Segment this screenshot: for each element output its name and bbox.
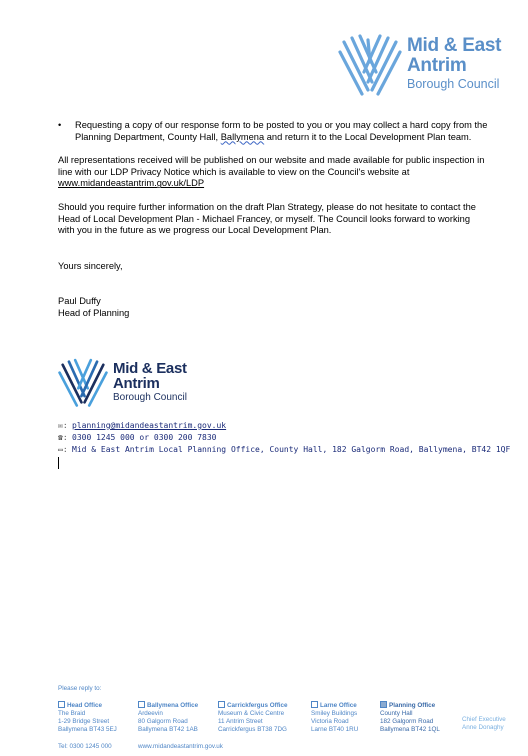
contact-details xyxy=(58,420,510,456)
office-planning xyxy=(380,701,460,734)
reply-label: Please reply to: xyxy=(58,685,102,692)
office-name: Ballymena Office xyxy=(147,702,199,709)
logo-line-3: Borough Council xyxy=(407,77,500,91)
council-logo-signature xyxy=(58,357,198,407)
paragraph-text: All representations received will be published on our website and made available for public inspection in line with our LDP Privacy Notice which is available to view on the Council's website at xyxy=(58,155,485,177)
office-line: Ballymena BT42 1AB xyxy=(138,726,198,733)
signatory-title: Head of Planning xyxy=(58,307,130,318)
office-line: The Braid xyxy=(58,710,86,717)
office-name: Head Office xyxy=(67,702,102,709)
text-cursor xyxy=(58,457,59,469)
logo-line-2: Antrim xyxy=(113,375,160,392)
email-icon: ✉: xyxy=(58,421,68,430)
council-emblem-icon xyxy=(58,357,108,407)
phone-row xyxy=(58,432,510,444)
email-row xyxy=(58,420,510,432)
logo-line-1: Mid & East xyxy=(407,35,502,56)
office-line: County Hall xyxy=(380,710,413,717)
checkbox-icon xyxy=(218,701,225,708)
office-line: Ardeevin xyxy=(138,710,163,717)
checkbox-icon xyxy=(138,701,145,708)
council-emblem-icon xyxy=(338,32,402,96)
ldp-website-link[interactable]: www.midandeastantrim.gov.uk/LDP xyxy=(58,178,205,189)
phone-icon: ☎: xyxy=(58,433,68,442)
office-line: 11 Antrim Street xyxy=(218,718,263,725)
office-line: 80 Galgorm Road xyxy=(138,718,188,725)
bullet-item xyxy=(58,120,488,143)
signatory-name: Paul Duffy xyxy=(58,296,101,307)
spellcheck-word[interactable]: Ballymena xyxy=(220,131,265,142)
office-carrickfergus xyxy=(218,701,298,734)
office-line: 1-29 Bridge Street xyxy=(58,718,110,725)
office-name: Carrickfergus Office xyxy=(227,702,288,709)
phone-numbers: 0300 1245 000 or 0300 200 7830 xyxy=(72,433,217,442)
office-ballymena xyxy=(138,701,218,734)
letter-body xyxy=(58,120,488,320)
logo-line-1: Mid & East xyxy=(113,360,187,377)
logo-line-2: Antrim xyxy=(407,55,467,76)
email-link[interactable]: planning@midandeastantrim.gov.uk xyxy=(72,421,227,430)
chief-executive xyxy=(462,716,506,732)
office-line: Ballymena BT42 1QL xyxy=(380,726,440,733)
office-line: Carrickfergus BT38 7DG xyxy=(218,726,287,733)
ceo-label: Chief Executive xyxy=(462,716,506,723)
paragraph-privacy xyxy=(58,155,488,190)
office-line: Museum & Civic Centre xyxy=(218,710,285,717)
office-line: Ballymena BT43 5EJ xyxy=(58,726,117,733)
office-name: Larne Office xyxy=(320,702,357,709)
checkbox-checked-icon xyxy=(380,701,387,708)
paragraph-further-info: Should you require further information on the draft Plan Strategy, please do not hesitate to contact the Head of Local Development Plan - Michael Francey, or myself. The Council looks forward to working with you in the future as we progress our Local Development Plan. xyxy=(58,201,476,236)
office-line: Larne BT40 1RU xyxy=(311,726,359,733)
office-address: Mid & East Antrim Local Planning Office, County Hall, 182 Galgorm Road, Ballymena, BT42 1QF xyxy=(72,445,511,454)
office-head xyxy=(58,701,138,734)
mail-icon: ▭: xyxy=(58,445,68,454)
office-line: Smiley Buildings xyxy=(311,710,358,717)
council-logo-header xyxy=(338,32,508,96)
office-larne xyxy=(311,701,391,734)
checkbox-icon xyxy=(58,701,65,708)
ceo-name: Anne Donaghy xyxy=(462,724,504,731)
footer-telephone: Tel: 0300 1245 000 xyxy=(58,743,112,750)
office-line: 182 Galgorm Road xyxy=(380,718,434,725)
footer-website[interactable]: www.midandeastantrim.gov.uk xyxy=(138,743,223,750)
office-name: Planning Office xyxy=(389,702,436,709)
closing: Yours sincerely, xyxy=(58,260,123,271)
bullet-text: Requesting a copy of our response form to be posted to you or you may collect a hard copy from the Planning Department, County Hall, xyxy=(75,120,488,142)
address-row xyxy=(58,444,510,456)
logo-line-3: Borough Council xyxy=(113,392,187,403)
office-line: Victoria Road xyxy=(311,718,349,725)
checkbox-icon xyxy=(311,701,318,708)
bullet-text-end: and return it to the Local Development Plan team. xyxy=(264,131,472,142)
bullet-icon: • xyxy=(58,120,62,130)
